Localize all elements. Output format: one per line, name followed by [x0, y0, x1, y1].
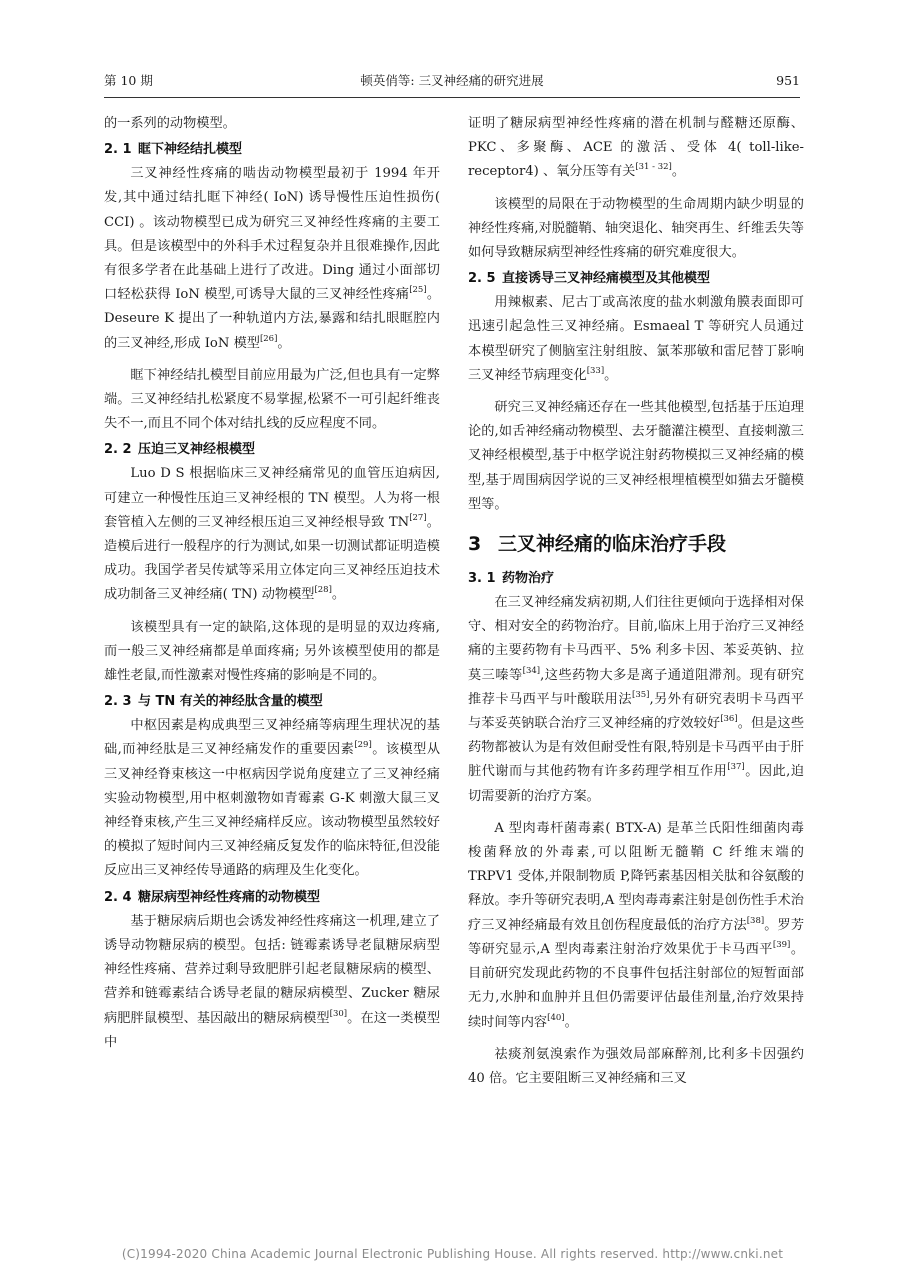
citation[interactable]: [27]: [409, 512, 427, 523]
running-header: [104, 70, 800, 92]
issue-label: 第 10 期: [104, 73, 153, 88]
citation[interactable]: [37]: [727, 762, 745, 773]
citation[interactable]: [40]: [547, 1012, 565, 1023]
section-heading-2-5: 2. 5 直接诱导三叉神经痛模型及其他模型: [468, 271, 711, 287]
left-column: [104, 112, 440, 1055]
citation[interactable]: [34]: [522, 665, 541, 676]
section-heading-2-1: 2. 1 眶下神经结扎模型: [104, 142, 243, 158]
citation[interactable]: [33]: [586, 365, 605, 376]
paragraph: 研究三叉神经痛还存在一些其他模型,包括基于压迫理论的,如舌神经痛动物模型、去牙髓灌注模型、直接刺激三叉神经根模型,基于中枢学说注射药物模拟三叉神经痛的模型,基于周围病因学说的三叉神经根埋植模型如猫去牙髓模型等。: [468, 400, 804, 512]
running-title: 顿英俏等: 三叉神经痛的研究进展: [360, 73, 544, 88]
section-heading-3-1: 3. 1 药物治疗: [468, 571, 555, 587]
paragraph: 的一系列的动物模型。: [104, 116, 236, 131]
citation[interactable]: [31 - 32]: [635, 162, 672, 173]
page-number: 951: [776, 73, 800, 88]
paragraph: A 型肉毒杆菌毒素( BTX-A) 是革兰氏阳性细菌肉毒梭菌释放的外毒素,可以阻断无髓鞘 C 纤维末端的 TRPV1 受体,并限制物质 P,降钙素基因相关肽和谷氨酸的释放。李升等研究表明,A 型肉毒毒素注射是创伤性手术治疗三叉神经痛最有效且创伤程度最低的治疗方法[38]。罗芳等研究显示,A 型肉毒素注射治疗效果优于卡马西平[39]。目前研究发现此药物的不良事件包括注射部位的短暂面部无力,水肿和血肿并且但仍需要评估最佳剂量,治疗效果持续时间等内容[40]。: [468, 820, 805, 1030]
citation[interactable]: [28]: [314, 585, 332, 596]
paragraph: 证明了糖尿病型神经性疼痛的潜在机制与醛糖还原酶、PKC、多聚酶、ACE 的激活、受体 4( toll-like-receptor4) 、氧分压等有关[31 - 32]。: [468, 116, 804, 180]
section-heading-2-4: 2. 4 糖尿病型神经性疼痛的动物模型: [104, 889, 321, 905]
citation[interactable]: [25]: [409, 285, 427, 296]
citation[interactable]: [39]: [772, 939, 791, 950]
citation[interactable]: [30]: [329, 1008, 348, 1019]
copyright-footer: (C)1994-2020 China Academic Journal Electronic Publishing House. All rights reserved. http://www.cnki.net: [121, 1247, 784, 1261]
paragraph: 在三叉神经痛发病初期,人们往往更倾向于选择相对保守、相对安全的药物治疗。目前,临床上用于治疗三叉神经痛的主要药物有卡马西平、5% 利多卡因、苯妥英钠、拉莫三嗪等[34],这些药物大多是离子通道阻滞剂。现有研究推荐卡马西平与叶酸联用法[35],另外有研究表明卡马西平与苯妥英钠联合治疗三叉神经痛的疗效较好[36]。但是这些药物都被认为是有效但耐受性有限,特别是卡马西平由于肝脏代谢而与其他药物有许多药理学相互作用[37]。因此,迫切需要新的治疗方案。: [468, 595, 805, 804]
citation[interactable]: [35]: [632, 689, 650, 700]
citation[interactable]: [36]: [720, 714, 738, 725]
citation[interactable]: [38]: [746, 915, 765, 926]
paragraph: 三叉神经性疼痛的啮齿动物模型最初于 1994 年开发,其中通过结扎眶下神经( IoN) 诱导慢性压迫性损伤( CCI) 。该动物模型已成为研究三叉神经性疼痛的主要工具。但是该模型中的外科手术过程复杂并且很难操作,因此有很多学者在此基础上进行了改进。Ding 通过小面部切口轻松获得 IoN 模型,可诱导大鼠的三叉神经性疼痛[25]。Deseure K 提出了一种轨道内方法,暴露和结扎眼眶腔内的三叉神经,形成 IoN 模型[26]。: [104, 166, 441, 351]
section-heading-3: 3 三叉神经痛的临床治疗手段: [468, 533, 727, 556]
paragraph: 基于糖尿病后期也会诱发神经性疼痛这一机理,建立了诱导动物糖尿病的模型。包括: 链霉素诱导老鼠糖尿病型神经性疼痛、营养过剩导致肥胖引起老鼠糖尿病的模型、营养和链霉素结合诱导老鼠的糖尿病模型、Zucker 糖尿病肥胖鼠模型、基因敲出的糖尿病模型[30]。在这一类模型中: [104, 913, 441, 1050]
paragraph: 该模型具有一定的缺陷,这体现的是明显的双边疼痛,而一般三叉神经痛都是单面疼痛; 另外该模型使用的都是雄性老鼠,而性激素对慢性疼痛的影响是不同的。: [104, 619, 440, 684]
citation[interactable]: [26]: [259, 333, 278, 344]
paragraph: 祛痰剂氨溴索作为强效局部麻醉剂,比利多卡因强约 40 倍。它主要阻断三叉神经痛和三叉: [468, 1046, 804, 1086]
paragraph: 该模型的局限在于动物模型的生命周期内缺少明显的神经性疼痛,对脱髓鞘、轴突退化、轴突再生、纤维丢失等如何导致糖尿病型神经性疼痛的研究难度很大。: [468, 196, 804, 261]
paragraph: 中枢因素是构成典型三叉神经痛等病理生理状况的基础,而神经肽是三叉神经痛发作的重要因素[29]。该模型从三叉神经脊束核这一中枢病因学说角度建立了三叉神经痛实验动物模型,用中枢刺激物如青霉素 G-K 刺激大鼠三叉神经脊束核,产生三叉神经痛样反应。该动物模型虽然较好的模拟了短时间内三叉神经痛反复发作的临床特征,但没能反应出三叉神经传导通路的病理及生化变化。: [104, 718, 441, 879]
paragraph: 用辣椒素、尼古丁或高浓度的盐水刺激角膜表面即可迅速引起急性三叉神经痛。Esmaeal T 等研究人员通过本模型研究了侧脑室注射组胺、氯苯那敏和雷尼替丁影响三叉神经节病理变化[33]。: [468, 295, 804, 383]
header-rule: [104, 97, 800, 98]
right-column: [468, 112, 804, 1091]
paragraph: 眶下神经结扎模型目前应用最为广泛,但也具有一定弊端。三叉神经结扎松紧度不易掌握,松紧不一可引起纤维丧失不一,而且不同个体对结扎线的反应程度不同。: [104, 367, 440, 432]
section-heading-2-2: 2. 2 压迫三叉神经根模型: [104, 442, 256, 458]
section-heading-2-3: 2. 3 与 TN 有关的神经肽含量的模型: [104, 694, 323, 710]
paragraph: Luo D S 根据临床三叉神经痛常见的血管压迫病因,可建立一种慢性压迫三叉神经根的 TN 模型。人为将一根套管植入左侧的三叉神经根压迫三叉神经根导致 TN[27]。造模后进行一般程序的行为测试,如果一切测试都证明造模成功。我国学者吴传斌等采用立体定向三叉神经压迫技术成功制备三叉神经痛( TN) 动物模型[28]。: [104, 466, 440, 603]
citation[interactable]: [29]: [354, 740, 372, 751]
